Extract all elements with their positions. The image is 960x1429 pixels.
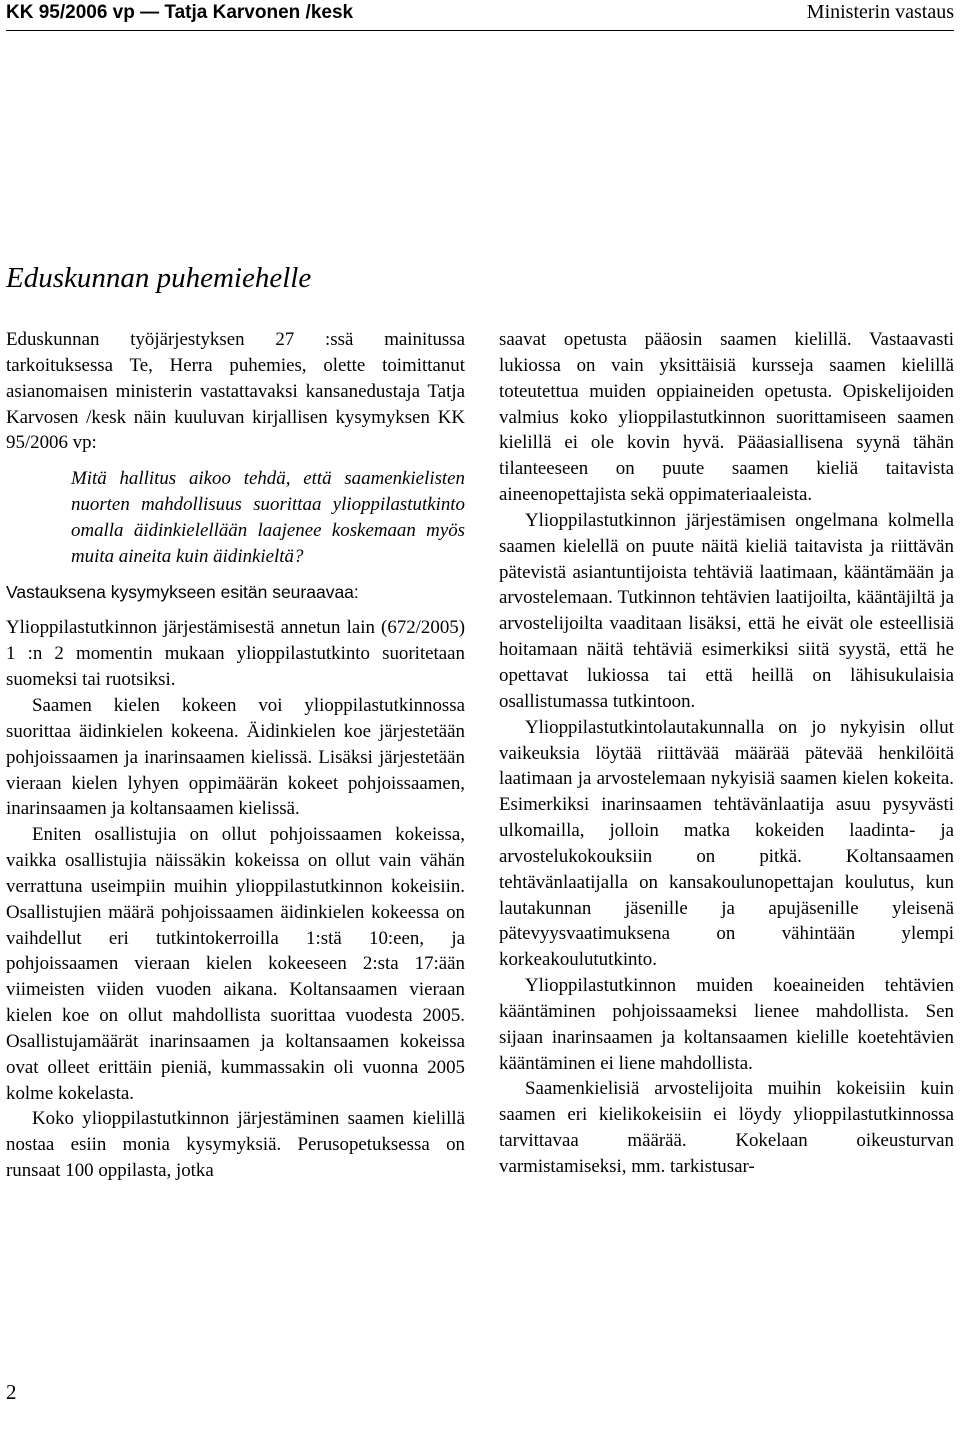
- document-reference: KK 95/2006 vp — Tatja Karvonen /kesk: [6, 2, 354, 23]
- answer-intro: Vastauksena kysymykseen esitän seuraavaa:: [6, 581, 359, 602]
- document-section: Ministerin vastaus: [806, 1, 954, 23]
- page-title: Eduskunnan puhemiehelle: [6, 262, 312, 294]
- paragraph: Ylioppilastutkinnon järjestämisestä annetun lain (672/2005) 1 :n 2 momentin mukaan ylioppilastutkinto suoritetaan suomeksi tai ruotsiksi.: [6, 617, 465, 691]
- paragraph: saavat opetusta pääosin saamen kielillä. Vastaavasti lukiossa on vain yksittäisiä kursseja saamen kielillä toteutettua muiden oppiaineiden opetusta. Opiskelijoiden valmius koko ylioppilastutkinnon suorittamiseen saamen kielillä ei ole kovin hyvä. Pääasiallisena syynä tähän tilanteeseen on puute saamen kieliä taitavista aineenopettajista sekä oppimateriaaleista.: [499, 329, 954, 506]
- header-rule: [6, 30, 954, 31]
- paragraph: Koko ylioppilastutkinnon järjestäminen saamen kielillä nostaa esiin monia kysymyksiä. Perusopetuksessa on runsaat 100 oppilasta, jotka: [6, 1108, 465, 1182]
- paragraph: Eniten osallistujia on ollut pohjoissaamen kokeissa, vaikka osallistujia näissäkin kokeissa on ollut vain vähän verrattuna useimpiin muihin ylioppilastutkinnon kokeisiin. Osallistujien määrä pohjoissaamen äidinkielen kokeessa on vaihdellut eri tutkintokerroilla 1:stä 10:een, ja pohjoissaamen vieraan kielen kokeeseen 2:sta 17:ään viimeisten viiden vuoden aikana. Koltansaamen vieraan kielen koe on ollut mahdollista suorittaa vuodesta 2005. Osallistujamäärät inarinsaamen ja koltansaamen kokeissa ovat olleet erittäin pieniä, kummassakin oli vuonna 2005 kolme kokelasta.: [6, 824, 465, 1104]
- page-number: 2: [6, 1380, 17, 1404]
- question-quote: Mitä hallitus aikoo tehdä, että saamenkielisten nuorten mahdollisuus suorittaa ylioppilastutkinto omalla äidinkielellään laajenee koskemaan myös muita aineita kuin äidinkieltä?: [71, 468, 465, 567]
- right-column: [499, 327, 954, 1180]
- paragraph: Ylioppilastutkinnon muiden koeaineiden tehtävien kääntäminen pohjoissaameksi lienee mahdollista. Sen sijaan inarinsaamen ja koltansaamen kielille koetehtävien kääntäminen ei liene mahdollista.: [499, 975, 954, 1074]
- left-column: [6, 327, 465, 1184]
- paragraph: Ylioppilastutkinnon järjestämisen ongelmana kolmella saamen kielellä on puute näitä kieliä taitavista ja riittävän pätevistä asiantuntijoista tehtäviä laatimaan, kääntämään ja arvostelemaan. Tutkinnon tehtävien laatijoilta, kääntäjiltä ja arvostelijoilta vaaditaan lisäksi, että he eivät ole esteellisiä hoitamaan näitä tehtäviä esimerkiksi siitä syystä, että he opettavat lukiossa tai että heillä on lähisukulaisia osallistumassa tutkintoon.: [499, 509, 954, 712]
- paragraph: Saamen kielen kokeen voi ylioppilastutkinnossa suorittaa äidinkielen kokeena. Äidinkielen koe järjestetään pohjoissaamen ja inarinsaamen kielissä. Lisäksi järjestetään vieraan kielen lyhyen oppimäärän kokeet pohjoissaamen, inarinsaamen ja koltansaamen kielissä.: [6, 694, 465, 820]
- intro-paragraph: Eduskunnan työjärjestyksen 27 :ssä mainitussa tarkoituksessa Te, Herra puhemies, olette toimittanut asianomaisen ministerin vastattavaksi kansanedustaja Tatja Karvosen /kesk näin kuuluvan kirjallisen kysymyksen KK 95/2006 vp:: [6, 329, 465, 454]
- paragraph: Saamenkielisiä arvostelijoita muihin kokeisiin kuin saamen eri kielikokeisiin ei löydy ylioppilastutkinnossa tarvittavaa määrää. Kokelaan oikeusturvan varmistamiseksi, mm. tarkistusar-: [499, 1078, 954, 1177]
- page-header: [6, 0, 954, 30]
- paragraph: Ylioppilastutkintolautakunnalla on jo nykyisin ollut vaikeuksia löytää riittävää määrää pätevää henkilöitä laatimaan ja arvostelemaan nykyisiä saamen kielen kokeita. Esimerkiksi inarinsaamen tehtävänlaatija asuu pysyvästi ulkomailla, jolloin matka kokeiden laadinta- ja arvostelukokouksiin on pitkä. Koltansaamen tehtävänlaatijalla on kansakoulunopettajan koulutus, kun lautakunnan jäsenille ja apujäsenille yleisenä pätevyysvaatimuksena on vähintään ylempi korkeakoulututkinto.: [499, 716, 954, 971]
